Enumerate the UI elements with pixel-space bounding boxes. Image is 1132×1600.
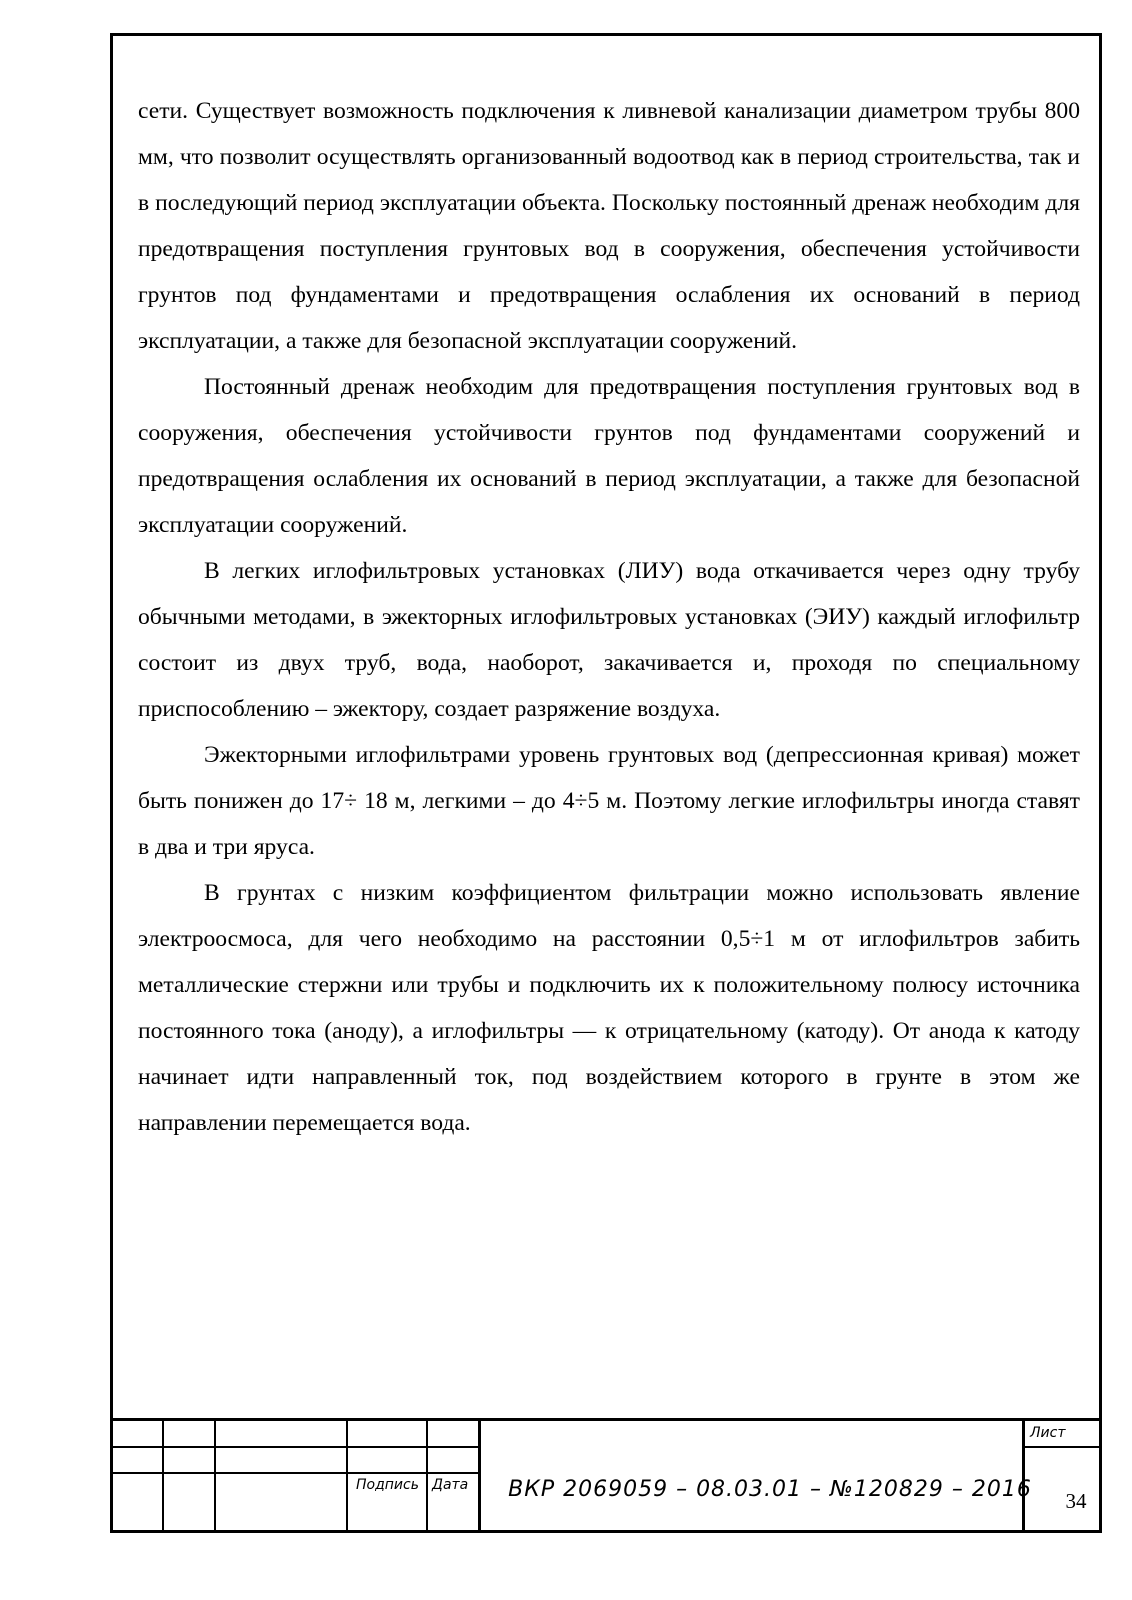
sheet-label: Лист: [1030, 1425, 1066, 1441]
stamp-col-line-1: [162, 1418, 164, 1533]
stamp-col-line-5: [478, 1418, 481, 1533]
document-code: ВКР 2069059 – 08.03.01 – №120829 – 2016: [508, 1477, 1032, 1502]
date-label: Дата: [432, 1477, 469, 1493]
signature-label: Подпись: [356, 1477, 419, 1493]
stamp-row-line-2: [110, 1472, 480, 1474]
stamp-col-line-4: [426, 1418, 428, 1533]
stamp-col-line-2: [214, 1418, 216, 1533]
paragraph-1: сети. Существует возможность подключения к ливневой канализации диаметром трубы 800 мм, что позволит осуществлять организованный водоотвод как в период строительства, так и в последующий период эксплуатации объекта. Поскольку постоянный дренаж необходим для предотвращения поступления грунтовых вод в сооружения, обеспечения устойчивости грунтов под фундаментами и предотвращения ослабления их оснований в период эксплуатации, а также для безопасной эксплуатации сооружений.: [138, 98, 1080, 354]
stamp-top-line: [110, 1418, 1102, 1421]
paragraph-2: Постоянный дренаж необходим для предотвращения поступления грунтовых вод в сооружения, обеспечения устойчивости грунтов под фундаментами сооружений и предотвращения ослабления их оснований в период эксплуатации, а также для безопасной эксплуатации сооружений.: [138, 374, 1080, 538]
paragraph-4: Эжекторными иглофильтрами уровень грунтовых вод (депрессионная кривая) может быть понижен до 17÷ 18 м, легкими – до 4÷5 м. Поэтому легкие иглофильтры иногда ставят в два и три яруса.: [138, 742, 1080, 860]
paragraph-5: В грунтах с низким коэффициентом фильтрации можно использовать явление электроосмоса, для чего необходимо на расстоянии 0,5÷1 м от иглофильтров забить металлические стержни или трубы и подключить их к положительному полюсу источника постоянного тока (аноду), а иглофильтры — к отрицательному (катоду). От анода к катоду начинает идти направленный ток, под воздействием которого в грунте в этом же направлении перемещается вода.: [138, 880, 1080, 1136]
paragraph-3: В легких иглофильтровых установках (ЛИУ) вода откачивается через одну трубу обычными методами, в эжекторных иглофильтровых установках (ЭИУ) каждый иглофильтр состоит из двух труб, вода, наоборот, закачивается и, проходя по специальному приспособлению – эжектору, создает разряжение воздуха.: [138, 558, 1080, 722]
stamp-row-line-1: [110, 1446, 480, 1448]
stamp-sheet-divider: [1024, 1446, 1102, 1448]
stamp-col-line-3: [346, 1418, 348, 1533]
sheet-number: 34: [1065, 1489, 1087, 1513]
document-body: [138, 88, 1080, 1146]
